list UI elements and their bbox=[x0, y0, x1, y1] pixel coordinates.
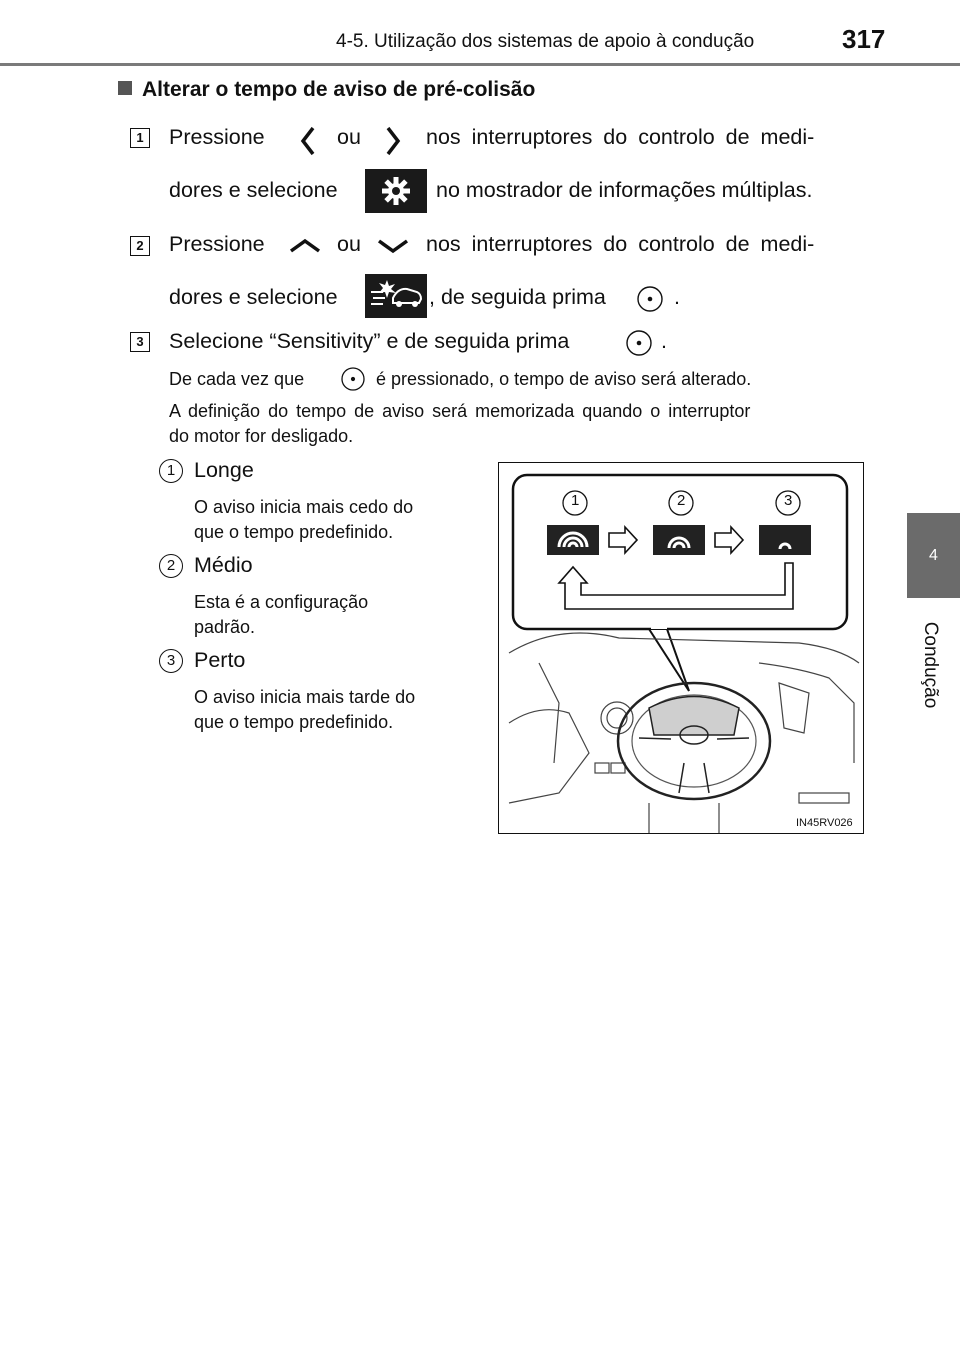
note1-text-a: De cada vez que bbox=[169, 369, 305, 389]
option-title-2: Médio bbox=[194, 553, 253, 577]
square-bullet-icon bbox=[118, 81, 132, 95]
option-number-1: 1 bbox=[159, 459, 183, 483]
dashboard-illustration bbox=[498, 462, 864, 834]
gear-icon bbox=[365, 169, 427, 213]
step3-text-a: Selecione “Sensitivity” e de seguida prima bbox=[169, 329, 570, 353]
note2-line2: do motor for desligado. bbox=[169, 426, 354, 446]
option-desc-2a: Esta é a configuração bbox=[194, 592, 369, 612]
option-desc-3a: O aviso inicia mais tarde do bbox=[194, 687, 416, 707]
step3-text-b: . bbox=[661, 329, 667, 353]
option-title-3: Perto bbox=[194, 648, 246, 672]
step2-text-b: ou bbox=[337, 232, 361, 256]
step2-text-c: nos interruptores do controlo de medi- bbox=[426, 232, 815, 256]
option-desc-1a: O aviso inicia mais cedo do bbox=[194, 497, 414, 517]
figure-label-2: 2 bbox=[677, 492, 686, 509]
step2-text-a: Pressione bbox=[169, 232, 265, 256]
step1-text-d: dores e selecione bbox=[169, 178, 338, 202]
ok-button-icon bbox=[636, 285, 664, 313]
ok-button-icon bbox=[625, 329, 653, 357]
step-number-2: 2 bbox=[130, 236, 150, 256]
dashboard-drawing bbox=[499, 463, 863, 833]
option-number-2: 2 bbox=[159, 554, 183, 578]
option-number-3: 3 bbox=[159, 649, 183, 673]
section-heading bbox=[118, 78, 535, 102]
pre-collision-icon bbox=[365, 274, 427, 318]
figure-code: IN45RV026 bbox=[796, 817, 853, 829]
chapter-label-text: Condução bbox=[920, 621, 941, 709]
page-number: 317 bbox=[842, 24, 886, 54]
figure-label-1: 1 bbox=[571, 492, 580, 509]
chevron-up-icon bbox=[287, 236, 323, 256]
step1-text-b: ou bbox=[337, 125, 361, 149]
step2-text-e: , de seguida prima bbox=[429, 285, 606, 309]
step1-text-c: nos interruptores do controlo de medi- bbox=[426, 125, 815, 149]
option-desc-3b: que o tempo predefinido. bbox=[194, 712, 394, 732]
option-desc-1b: que o tempo predefinido. bbox=[194, 522, 394, 542]
step2-text-d: dores e selecione bbox=[169, 285, 338, 309]
note2-line1: A definição do tempo de aviso será memorizada quando o interruptor bbox=[169, 401, 751, 421]
chevron-right-icon bbox=[381, 124, 405, 158]
step1-text-e: no mostrador de informações múltiplas. bbox=[436, 178, 813, 202]
step-number-1: 1 bbox=[130, 128, 150, 148]
header-section-title: 4-5. Utilização dos sistemas de apoio à condução bbox=[336, 31, 755, 52]
chapter-label bbox=[900, 610, 960, 720]
ok-button-icon bbox=[340, 366, 366, 392]
figure-label-3: 3 bbox=[784, 492, 793, 509]
option-title-1: Longe bbox=[194, 458, 254, 482]
step1-text-a: Pressione bbox=[169, 125, 265, 149]
note1-text-b: é pressionado, o tempo de aviso será alterado. bbox=[376, 369, 752, 389]
step-number-3: 3 bbox=[130, 332, 150, 352]
step2-text-f: . bbox=[674, 285, 680, 309]
header-divider bbox=[0, 63, 960, 66]
chapter-tab: 4 bbox=[907, 513, 960, 598]
chevron-down-icon bbox=[375, 236, 411, 256]
option-desc-2b: padrão. bbox=[194, 617, 256, 637]
chevron-left-icon bbox=[296, 124, 320, 158]
section-title: Alterar o tempo de aviso de pré-colisão bbox=[142, 78, 536, 101]
